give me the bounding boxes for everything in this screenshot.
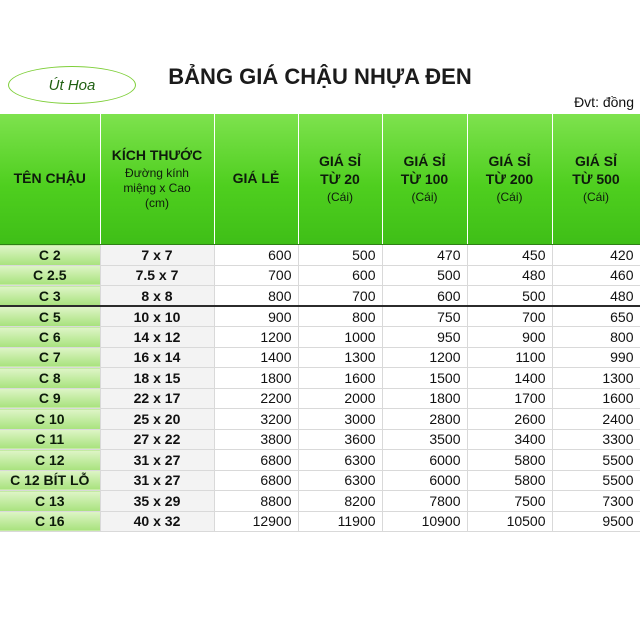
pot-size: 8 x 8 <box>100 286 214 307</box>
pot-size: 31 x 27 <box>100 450 214 471</box>
price-retail: 3800 <box>214 429 298 450</box>
col-header-retail: GIÁ LẺ <box>214 114 298 245</box>
price-wholesale-100: 6000 <box>382 450 467 471</box>
pot-size: 14 x 12 <box>100 327 214 348</box>
price-wholesale-200: 450 <box>467 245 552 266</box>
price-wholesale-500: 650 <box>552 306 640 327</box>
price-wholesale-200: 3400 <box>467 429 552 450</box>
price-wholesale-20: 11900 <box>298 511 382 532</box>
price-retail: 700 <box>214 265 298 286</box>
pot-size: 35 x 29 <box>100 491 214 512</box>
price-wholesale-500: 1600 <box>552 388 640 409</box>
pot-name: C 12 <box>0 450 100 471</box>
price-wholesale-200: 5800 <box>467 470 552 491</box>
price-wholesale-200: 5800 <box>467 450 552 471</box>
pot-name: C 2.5 <box>0 265 100 286</box>
price-wholesale-100: 470 <box>382 245 467 266</box>
price-wholesale-20: 3000 <box>298 409 382 430</box>
table-row <box>0 491 640 512</box>
col-header-size: KÍCH THƯỚC Đường kính miệng x Cao (cm) <box>100 114 214 245</box>
price-wholesale-100: 2800 <box>382 409 467 430</box>
price-wholesale-500: 990 <box>552 347 640 368</box>
pot-size: 16 x 14 <box>100 347 214 368</box>
price-wholesale-100: 500 <box>382 265 467 286</box>
price-wholesale-20: 2000 <box>298 388 382 409</box>
col-header-wholesale-500: GIÁ SỈ TỪ 500 (Cái) <box>552 114 640 245</box>
price-wholesale-200: 1400 <box>467 368 552 389</box>
price-retail: 12900 <box>214 511 298 532</box>
price-wholesale-100: 7800 <box>382 491 467 512</box>
pot-name: C 13 <box>0 491 100 512</box>
price-wholesale-20: 8200 <box>298 491 382 512</box>
price-wholesale-100: 1800 <box>382 388 467 409</box>
price-wholesale-100: 3500 <box>382 429 467 450</box>
price-wholesale-100: 600 <box>382 286 467 307</box>
pot-name: C 5 <box>0 306 100 327</box>
table-row <box>0 265 640 286</box>
price-retail: 6800 <box>214 470 298 491</box>
price-wholesale-500: 2400 <box>552 409 640 430</box>
table-row <box>0 306 640 327</box>
col-header-wholesale-200: GIÁ SỈ TỪ 200 (Cái) <box>467 114 552 245</box>
price-wholesale-20: 500 <box>298 245 382 266</box>
price-wholesale-200: 1100 <box>467 347 552 368</box>
table-row <box>0 470 640 491</box>
table-row <box>0 511 640 532</box>
price-wholesale-20: 1300 <box>298 347 382 368</box>
price-wholesale-100: 1500 <box>382 368 467 389</box>
price-wholesale-500: 3300 <box>552 429 640 450</box>
col-header-wholesale-20: GIÁ SỈ TỪ 20 (Cái) <box>298 114 382 245</box>
price-wholesale-100: 10900 <box>382 511 467 532</box>
pot-size: 25 x 20 <box>100 409 214 430</box>
price-wholesale-200: 2600 <box>467 409 552 430</box>
pot-name: C 12 BÍT LỖ <box>0 470 100 491</box>
price-wholesale-100: 950 <box>382 327 467 348</box>
price-wholesale-500: 5500 <box>552 450 640 471</box>
pot-size: 40 x 32 <box>100 511 214 532</box>
price-retail: 800 <box>214 286 298 307</box>
col-header-name: TÊN CHẬU <box>0 114 100 245</box>
price-wholesale-200: 10500 <box>467 511 552 532</box>
table-row <box>0 245 640 266</box>
pot-name: C 11 <box>0 429 100 450</box>
price-wholesale-500: 480 <box>552 286 640 307</box>
pot-size: 7 x 7 <box>100 245 214 266</box>
price-wholesale-20: 600 <box>298 265 382 286</box>
table-header-row <box>0 114 640 245</box>
price-wholesale-20: 700 <box>298 286 382 307</box>
price-wholesale-20: 6300 <box>298 450 382 471</box>
price-wholesale-200: 700 <box>467 306 552 327</box>
price-wholesale-100: 1200 <box>382 347 467 368</box>
price-wholesale-500: 460 <box>552 265 640 286</box>
price-wholesale-500: 9500 <box>552 511 640 532</box>
table-row <box>0 409 640 430</box>
price-wholesale-100: 6000 <box>382 470 467 491</box>
price-wholesale-500: 800 <box>552 327 640 348</box>
page-title: BẢNG GIÁ CHẬU NHỰA ĐEN <box>168 64 472 89</box>
price-retail: 8800 <box>214 491 298 512</box>
pot-name: C 3 <box>0 286 100 307</box>
col-header-wholesale-100: GIÁ SỈ TỪ 100 (Cái) <box>382 114 467 245</box>
price-retail: 1400 <box>214 347 298 368</box>
price-wholesale-20: 3600 <box>298 429 382 450</box>
pot-name: C 6 <box>0 327 100 348</box>
table-row <box>0 450 640 471</box>
price-wholesale-100: 750 <box>382 306 467 327</box>
price-wholesale-500: 1300 <box>552 368 640 389</box>
table-row <box>0 347 640 368</box>
price-retail: 1800 <box>214 368 298 389</box>
pot-size: 31 x 27 <box>100 470 214 491</box>
price-retail: 2200 <box>214 388 298 409</box>
table-row <box>0 286 640 307</box>
table-row <box>0 327 640 348</box>
price-wholesale-500: 7300 <box>552 491 640 512</box>
table-row <box>0 388 640 409</box>
table-row <box>0 429 640 450</box>
pot-name: C 10 <box>0 409 100 430</box>
price-wholesale-20: 800 <box>298 306 382 327</box>
pot-name: C 16 <box>0 511 100 532</box>
pot-name: C 2 <box>0 245 100 266</box>
pot-name: C 8 <box>0 368 100 389</box>
price-retail: 600 <box>214 245 298 266</box>
price-table <box>0 114 640 532</box>
price-wholesale-20: 6300 <box>298 470 382 491</box>
price-wholesale-200: 900 <box>467 327 552 348</box>
price-wholesale-500: 5500 <box>552 470 640 491</box>
table-row <box>0 368 640 389</box>
pot-name: C 7 <box>0 347 100 368</box>
pot-size: 7.5 x 7 <box>100 265 214 286</box>
price-wholesale-200: 1700 <box>467 388 552 409</box>
price-retail: 6800 <box>214 450 298 471</box>
pot-size: 27 x 22 <box>100 429 214 450</box>
currency-unit-note: Đvt: đồng <box>574 94 634 110</box>
brand-logo: Út Hoa <box>8 66 136 104</box>
price-wholesale-200: 480 <box>467 265 552 286</box>
price-wholesale-500: 420 <box>552 245 640 266</box>
price-wholesale-200: 500 <box>467 286 552 307</box>
pot-name: C 9 <box>0 388 100 409</box>
price-wholesale-20: 1600 <box>298 368 382 389</box>
price-retail: 1200 <box>214 327 298 348</box>
price-retail: 3200 <box>214 409 298 430</box>
price-retail: 900 <box>214 306 298 327</box>
price-wholesale-200: 7500 <box>467 491 552 512</box>
pot-size: 18 x 15 <box>100 368 214 389</box>
price-wholesale-20: 1000 <box>298 327 382 348</box>
pot-size: 22 x 17 <box>100 388 214 409</box>
pot-size: 10 x 10 <box>100 306 214 327</box>
